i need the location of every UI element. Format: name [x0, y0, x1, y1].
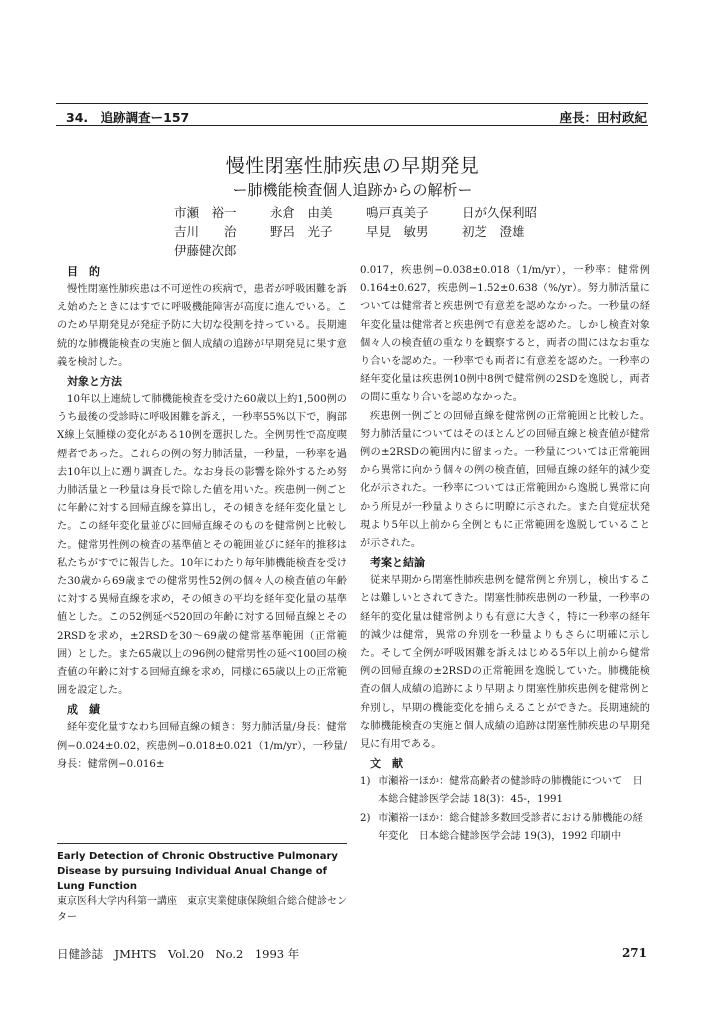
english-title-rule: [57, 843, 347, 844]
affiliation: 東京医科大学内科第一講座 東京実業健康保険組合総合健診センター: [57, 896, 347, 923]
reference-number: 1): [360, 776, 371, 788]
paper-title: 慢性閉塞性肺疾患の早期発見: [225, 155, 480, 177]
methods-text: 10年以上連続して肺機能検査を受けた60歳以上約1,500例のうち最後の受診時に呼吸困難を訴え，一秒率55%以下で，胸部X線上気腫様の変化がある10例を選択した。全例男性で高度喫煙者であった。これらの例の努力肺活量，一秒量，一秒率を過去10年以上に遡り調査した。なお身長の影響を除外するため努力肺活量と一秒量は身長で除した値を用いた。疾患例一例ごとに年齢に対する回帰直線を算出し，その傾きを経年変化量とした。この経年変化量並びに回帰直線そのものを健常例と比較した。健常男性例の検査の基準値とその範囲並びに経年的推移は私たちがすでに報告した。10年にわたり毎年肺機能検査を受けた30歳から69歳までの健常男性52例の個々人の検査値の年齢に対する異帰直線を求め，その傾きの平均を経年変化量の基準値とした。この52例延べ520回の年齢に対する回帰直線とその2RSDを求め，±2RSDを30〜69歳の健常基準範囲（正常範囲）とした。また65歳以上の96例の健常男性の延べ100回の検査値の年齢に対する回帰直線を求め，同様に65歳以上の正常範囲を設定した。: [57, 394, 347, 697]
purpose-text: 慢性閉塞性肺疾患は不可逆性の疾病で，患者が呼吸困難を訴え始めたときにはすでに呼吸機能障害が高度に進んでいる。このため早期発見が発症予防に大切な役割を持っている。長期連続的な肺機能検査の実施と個人成績の追跡が早期発見に果す意義を検討した。: [57, 284, 347, 368]
reference-list: [360, 773, 650, 846]
right-column: [360, 262, 650, 846]
reference-item: [360, 773, 650, 809]
conclusion-heading: 考案と結論: [370, 556, 425, 570]
results-heading: 成 績: [67, 703, 100, 717]
chair-label: 座長：田村政紀: [559, 110, 647, 125]
author-name: 永倉 由美: [270, 205, 333, 220]
paper-subtitle: ー肺機能検査個人追跡からの解析ー: [232, 181, 473, 199]
author-row: [174, 203, 558, 222]
author-name: 早見 敏男: [366, 224, 429, 239]
left-column: [57, 262, 347, 774]
reference-text: 市瀬裕一ほか：総合健診多数回受診者における肺機能の経年変化 日本総合健診医学会誌 19(3)，1992 印刷中: [378, 812, 643, 842]
results-text-right-1: 0.017，疾患例−0.038±0.018（1/m/yr），一秒率：健常例0.164±0.627，疾患例−1.52±0.638（%/yr）。努力肺活量については健常者と疾患例で有意差を認めなかった。一秒量の経年変化量は健常者と疾患例で有意差を認めた。しかし検査対象個々人の検査値の重なりを観察すると，両者の間にはなお重なり合いを認めた。一秒率でも両者に有意差を認めた。一秒率の経年変化量は疾患例10例中8例で健常例の2SDを逸脱し，両者の間に重なり合いを認めなかった。: [360, 265, 650, 404]
conclusion-text: 従来早期から閉塞性肺疾患例を健常例と弁別し，検出することは難しいとされてきた。閉塞性肺疾患例の一秒量，一秒率の経年的変化量は健常例よりも有意に大きく，特に一秒率の経年的減少は健常，異常の弁別を一秒量よりもさらに明確に示した。そして全例が呼吸困難を訴えはじめる5年以上前から健常例の回帰直線の±2RSDの正常範囲を逸脱していた。肺機能検査の個人成績の追跡により早期より閉塞性肺疾患例を健常例と弁別し，早期の機能変化を捕らえることができた。長期連続的な肺機能検査の実施と個人成績の追跡は閉塞性肺疾患の早期発見に有用である。: [360, 575, 650, 751]
author-name: 伊藤健次郎: [174, 243, 237, 258]
author-name: 日が久保利昭: [462, 205, 538, 220]
results-text-right-2: 疾患例一例ごとの回帰直線を健常例の正常範囲と比較した。努力肺活量についてはそのほとんどの回帰直線と検査値が健常例の±2RSDの範囲内に留まった。一秒量については正常範囲から異常に向かう個々の例の検査値，回帰直線の経年的減少変化が示された。一秒率については正常範囲から逸脱し異常に向かう所見が一秒量よりさらに明瞭に示された。また自覚症状発現より5年以上前から全例ともに正常範囲を逸脱していることが示された。: [360, 410, 650, 550]
author-list: [174, 203, 558, 260]
author-name: 市瀬 裕一: [174, 205, 237, 220]
english-title: Early Detection of Chronic Obstructive Pulmonary Disease by pursuing Individual Anual Change of Lung Function: [57, 851, 338, 892]
header-bottom-rule: [56, 125, 648, 126]
reference-text: 市瀬裕一ほか：健常高齢者の健診時の肺機能について 日本総合健診医学会誌 18(3)：45-，1991: [378, 776, 643, 806]
refs-heading: 文 献: [370, 757, 403, 771]
methods-heading: 対象と方法: [67, 375, 122, 389]
author-row: [174, 222, 558, 241]
author-name: 初芝 澄雄: [462, 224, 525, 239]
results-text-left: 経年変化量すなわち回帰直線の傾き：努力肺活量/身長：健常例−0.024±0.02，疾患例−0.018±0.021（1/m/yr），一秒量/身長：健常例−0.016±: [57, 722, 347, 770]
purpose-heading: 目 的: [67, 265, 100, 278]
author-row: [174, 241, 558, 260]
author-name: 鳴戸真美子: [366, 205, 429, 220]
author-name: 野呂 光子: [270, 224, 333, 239]
session-label: 34. 追跡調査ー157: [66, 110, 190, 125]
page-number: 271: [621, 946, 647, 960]
reference-number: 2): [360, 812, 371, 824]
header-top-rule: [56, 103, 648, 104]
author-name: 吉川 治: [174, 224, 237, 239]
reference-item: [360, 810, 650, 846]
journal-footer: 日健診誌 JMHTS Vol.20 No.2 1993 年: [57, 947, 300, 961]
